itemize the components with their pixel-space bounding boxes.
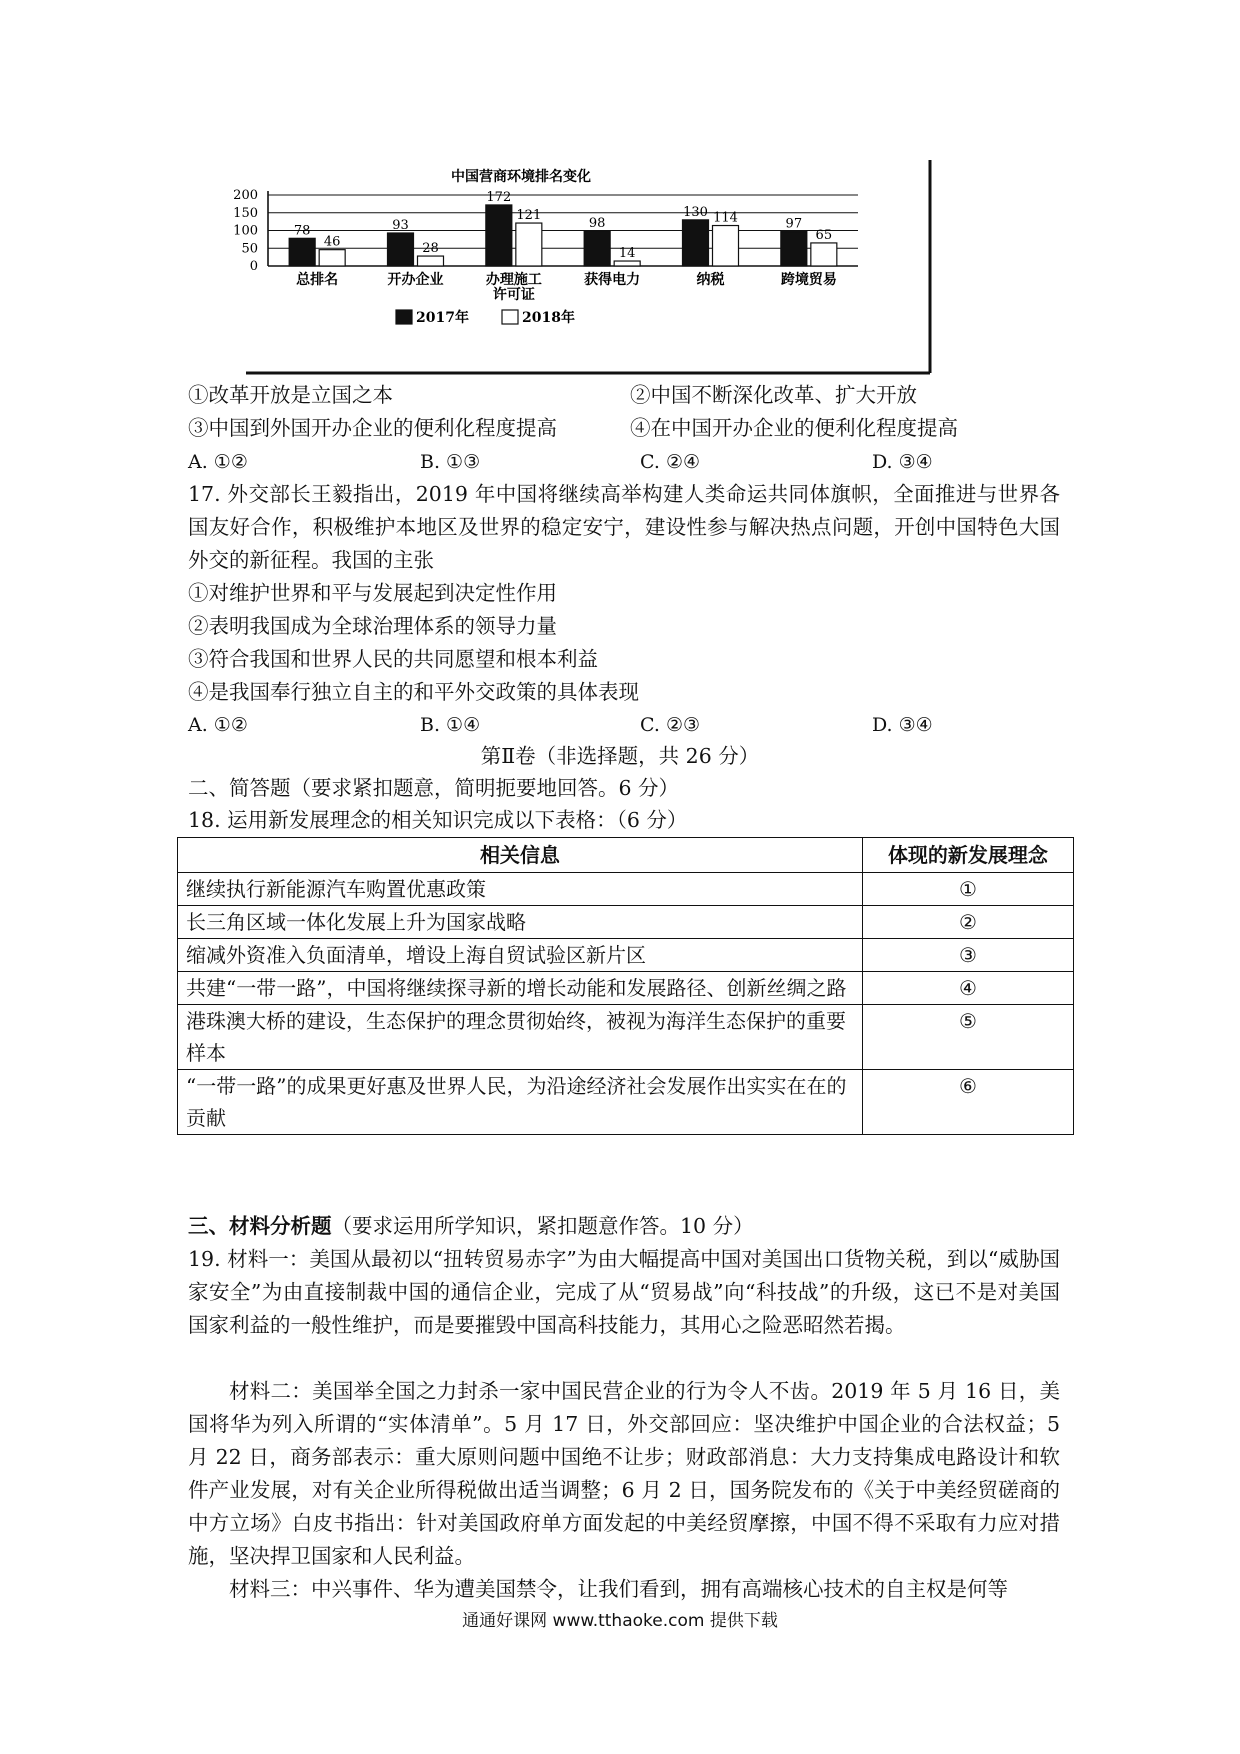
bar-2018年 — [418, 256, 444, 266]
ranking-bar-chart — [233, 160, 932, 375]
y-tick-label: 50 — [241, 241, 258, 257]
q16-choice-a: A. ①② — [188, 451, 248, 473]
q17-option-4: ④是我国奉行独立自主的和平外交政策的具体表现 — [188, 680, 639, 704]
row-info: 共建“一带一路”，中国将继续探寻新的增长动能和发展路径、创新丝绸之路 — [178, 972, 863, 1005]
bar-2018年 — [319, 250, 345, 266]
development-concept-table — [177, 837, 1074, 1135]
row-mark: ⑤ — [862, 1005, 1073, 1070]
bar-2018年 — [516, 223, 542, 266]
bar-value-label: 98 — [588, 216, 606, 232]
row-mark: ① — [862, 873, 1073, 906]
q17-option-1: ①对维护世界和平与发展起到决定性作用 — [188, 581, 557, 605]
q17-option-2: ②表明我国成为全球治理体系的领导力量 — [188, 614, 557, 638]
table-row — [178, 1070, 1074, 1135]
legend-swatch — [396, 310, 412, 324]
bar-value-label: 93 — [392, 217, 409, 233]
row-mark: ③ — [862, 939, 1073, 972]
bar-value-label: 130 — [683, 204, 708, 220]
q16-choice-b: B. ①③ — [420, 451, 481, 473]
row-mark: ⑥ — [862, 1070, 1073, 1135]
bar-value-label: 114 — [713, 210, 738, 226]
bar-value-label: 97 — [785, 216, 803, 232]
bar-2017年 — [486, 205, 512, 266]
q19-material-3: 材料三：中兴事件、华为遭美国禁令，让我们看到，拥有高端核心技术的自主权是何等 — [229, 1577, 1008, 1601]
bar-value-label: 121 — [516, 208, 542, 224]
bar-value-label: 78 — [293, 223, 311, 239]
q17-choice-b: B. ①④ — [420, 714, 481, 736]
category-label: 跨境贸易 — [780, 272, 837, 288]
q17-choice-a: A. ①② — [188, 714, 248, 736]
q16-option-1: ①改革开放是立国之本 — [188, 383, 393, 407]
q16-choice-d: D. ③④ — [872, 451, 933, 473]
row-info: 港珠澳大桥的建设，生态保护的理念贯彻始终，被视为海洋生态保护的重要样本 — [178, 1005, 863, 1070]
bar-value-label: 46 — [323, 234, 341, 250]
y-tick-label: 100 — [233, 223, 258, 239]
q17-option-3: ③符合我国和世界人民的共同愿望和根本利益 — [188, 647, 598, 671]
bar-2017年 — [781, 232, 807, 266]
row-info: “一带一路”的成果更好惠及世界人民，为沿途经济社会发展作出实实在在的贡献 — [178, 1070, 863, 1135]
part2-section-title: 二、简答题（要求紧扣题意，简明扼要地回答。6 分） — [188, 776, 680, 800]
q16-option-4: ④在中国开办企业的便利化程度提高 — [630, 416, 958, 440]
table-row — [178, 939, 1074, 972]
category-label: 总排名 — [296, 272, 339, 288]
category-label: 办理施工 — [485, 272, 542, 288]
page-footer: 通通好课网 www.tthaoke.com 提供下载 — [462, 1611, 778, 1631]
row-mark: ② — [862, 906, 1073, 939]
bar-value-label: 28 — [422, 241, 439, 257]
legend-label: 2017年 — [416, 310, 469, 326]
table-row — [178, 873, 1074, 906]
legend-swatch — [502, 310, 518, 324]
legend-label: 2018年 — [522, 310, 575, 326]
category-label: 纳税 — [696, 272, 725, 288]
table-row — [178, 972, 1074, 1005]
bar-2017年 — [683, 220, 709, 266]
part3-section-title — [188, 1210, 754, 1242]
chart-svg — [233, 160, 932, 375]
q19-material-1: 19. 材料一：美国从最初以“扭转贸易赤字”为由大幅提高中国对美国出口货物关税，到以“威胁国家安全”为由直接制裁中国的通信企业，完成了从“贸易战”向“科技战”的升级，这已不是对美国国家利益的一般性维护，而是要摧毁中国高科技能力，其用心之险恶昭然若揭。 — [188, 1247, 1060, 1337]
bar-2017年 — [289, 238, 315, 266]
bar-value-label: 65 — [815, 227, 833, 243]
bar-value-label: 172 — [486, 189, 512, 205]
y-tick-label: 150 — [233, 205, 258, 221]
header-concept: 体现的新发展理念 — [862, 838, 1073, 873]
header-info: 相关信息 — [178, 838, 863, 873]
q17-choice-d: D. ③④ — [872, 714, 933, 736]
q17-choice-c: C. ②③ — [640, 714, 701, 736]
row-info: 长三角区域一体化发展上升为国家战略 — [178, 906, 863, 939]
category-label: 开办企业 — [387, 272, 444, 288]
part3-section-note: （要求运用所学知识，紧扣题意作答。10 分） — [331, 1214, 754, 1238]
bar-2017年 — [388, 233, 414, 266]
row-info: 继续执行新能源汽车购置优惠政策 — [178, 873, 863, 906]
q17-stem: 17. 外交部长王毅指出，2019 年中国将继续高举构建人类命运共同体旗帜，全面推进与世界各国友好合作，积极维护本地区及世界的稳定安宁，建设性参与解决热点问题，开创中国特色大国外交的新征程。我国的主张 — [188, 482, 1060, 572]
q16-choice-c: C. ②④ — [640, 451, 701, 473]
bar-value-label: 14 — [618, 246, 636, 262]
bar-2017年 — [584, 231, 610, 266]
chart-title: 中国营商环境排名变化 — [451, 169, 591, 185]
category-label: 许可证 — [492, 287, 535, 303]
y-tick-label: 0 — [249, 259, 258, 274]
q18-stem: 18. 运用新发展理念的相关知识完成以下表格：（6 分） — [188, 808, 688, 832]
bar-2018年 — [713, 226, 739, 266]
table-row — [178, 906, 1074, 939]
row-mark: ④ — [862, 972, 1073, 1005]
part3-section-label: 三、材料分析题 — [188, 1214, 332, 1238]
bar-2018年 — [811, 243, 837, 266]
category-label: 获得电力 — [584, 272, 641, 288]
q16-option-2: ②中国不断深化改革、扩大开放 — [630, 383, 917, 407]
table-header-row — [178, 838, 1074, 873]
q19-material-2: 材料二：美国举全国之力封杀一家中国民营企业的行为令人不齿。2019 年 5 月 16 日，美国将华为列入所谓的“实体清单”。5 月 17 日，外交部回应：坚决维护中国企业的合法权益；5 月 22 日，商务部表示：重大原则问题中国绝不让步；财政部消息：大力支持集成电路设计和软件产业发展，对有关企业所得税做出适当调整；6 月 2 日，国务院发布的《关于中美经贸磋商的中方立场》白皮书指出：针对美国政府单方面发起的中美经贸摩擦，中国不得不采取有力应对措施，坚决捍卫国家和人民利益。 — [188, 1379, 1060, 1568]
part2-heading: 第Ⅱ卷（非选择题，共 26 分） — [480, 744, 760, 768]
bar-2018年 — [614, 261, 640, 266]
q16-option-3: ③中国到外国开办企业的便利化程度提高 — [188, 416, 557, 440]
row-info: 缩减外资准入负面清单，增设上海自贸试验区新片区 — [178, 939, 863, 972]
y-tick-label: 200 — [233, 188, 258, 203]
table-row — [178, 1005, 1074, 1070]
